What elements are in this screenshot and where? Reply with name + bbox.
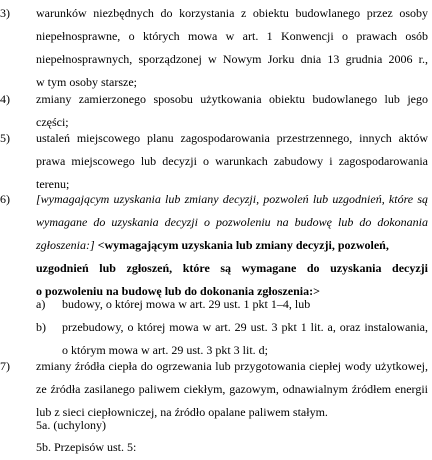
text-line: o którym mowa w art. 29 ust. 3 pkt 3 lit. d; [62,343,268,357]
text-line: terenu; [36,177,70,191]
text-line: w tym osoby starsze; [36,75,137,89]
text-line-new-wording: uzgodnień lub zgłoszeń, które są wymagane do uzyskania decyzji [36,261,428,275]
sub-item-text [62,293,428,316]
text-line: ze źródła zasilanego paliwem ciekłym, gazowym, odnawialnym źródłem energii [36,382,428,396]
text-line: prawa miejscowego lub decyzji o warunkach zabudowy i zagospodarowania [36,154,428,168]
item-text [36,188,428,303]
text-line: części; [36,115,69,129]
text-line: warunków niezbędnych do korzystania z obiektu budowlanego przez osoby [36,6,428,20]
text-line-mixed [36,234,428,257]
item-number: 3) [0,6,10,20]
text-line: budowy, o której mowa w art. 29 ust. 1 pkt 1–4, lub [62,297,311,311]
list-item-3 [0,2,432,94]
text-line-new-wording: o pozwoleniu na budowę lub do dokonania zgłoszenia:> [36,284,320,298]
text-line: przebudowy, o której mowa w art. 29 ust. 3 pkt 1 lit. a, oraz instalowania, [62,320,428,334]
text-line: zmiany źródła ciepła do ogrzewania lub przygotowania ciepłej wody użytkowej, [36,359,428,373]
sub-item-a [36,293,428,317]
item-text [36,2,428,94]
text-line: ustaleń miejscowego planu zagospodarowania przestrzennego, innych aktów [36,131,428,145]
text-line: niepełnosprawne, o których mowa w art. 1 Konwencji o prawach osób [36,29,428,43]
text-line: 5b. Przepisów ust. 5: [36,440,137,454]
list-item-5 [0,127,432,196]
item-number: 7) [0,359,10,373]
text-line: zmiany zamierzonego sposobu użytkowania obiektu budowlanego lub jego [36,92,428,106]
paragraph-5a [36,414,106,437]
text-line: 5a. (uchylony) [36,418,106,432]
paragraph-5b [36,436,136,459]
item-number: 5) [0,131,10,145]
item-number: 6) [0,192,10,206]
text-line: lub z sieci ciepłowniczej, na źródło opalane paliwem stałym. [36,405,328,419]
sub-item-letter: a) [36,297,46,311]
item-text [36,127,428,196]
sub-item-letter: b) [36,320,46,334]
item-number: 4) [0,92,10,106]
text-line-old-wording: [wymagającym uzyskania lub zmiany decyzji, pozwoleń lub uzgodnień, które są [36,192,428,206]
text-line: niepełnosprawnych, sporządzonej w Nowym Jorku dnia 13 grudnia 2006 r., [36,52,428,66]
text-line-old-wording: wymagane do uzyskania decyzji o pozwoleniu na budowę lub do dokonania [36,215,428,229]
new-wording-fragment: <wymagającym uzyskania lub zmiany decyzji, pozwoleń, [94,238,389,252]
old-wording-fragment: zgłoszenia:] [36,238,95,252]
